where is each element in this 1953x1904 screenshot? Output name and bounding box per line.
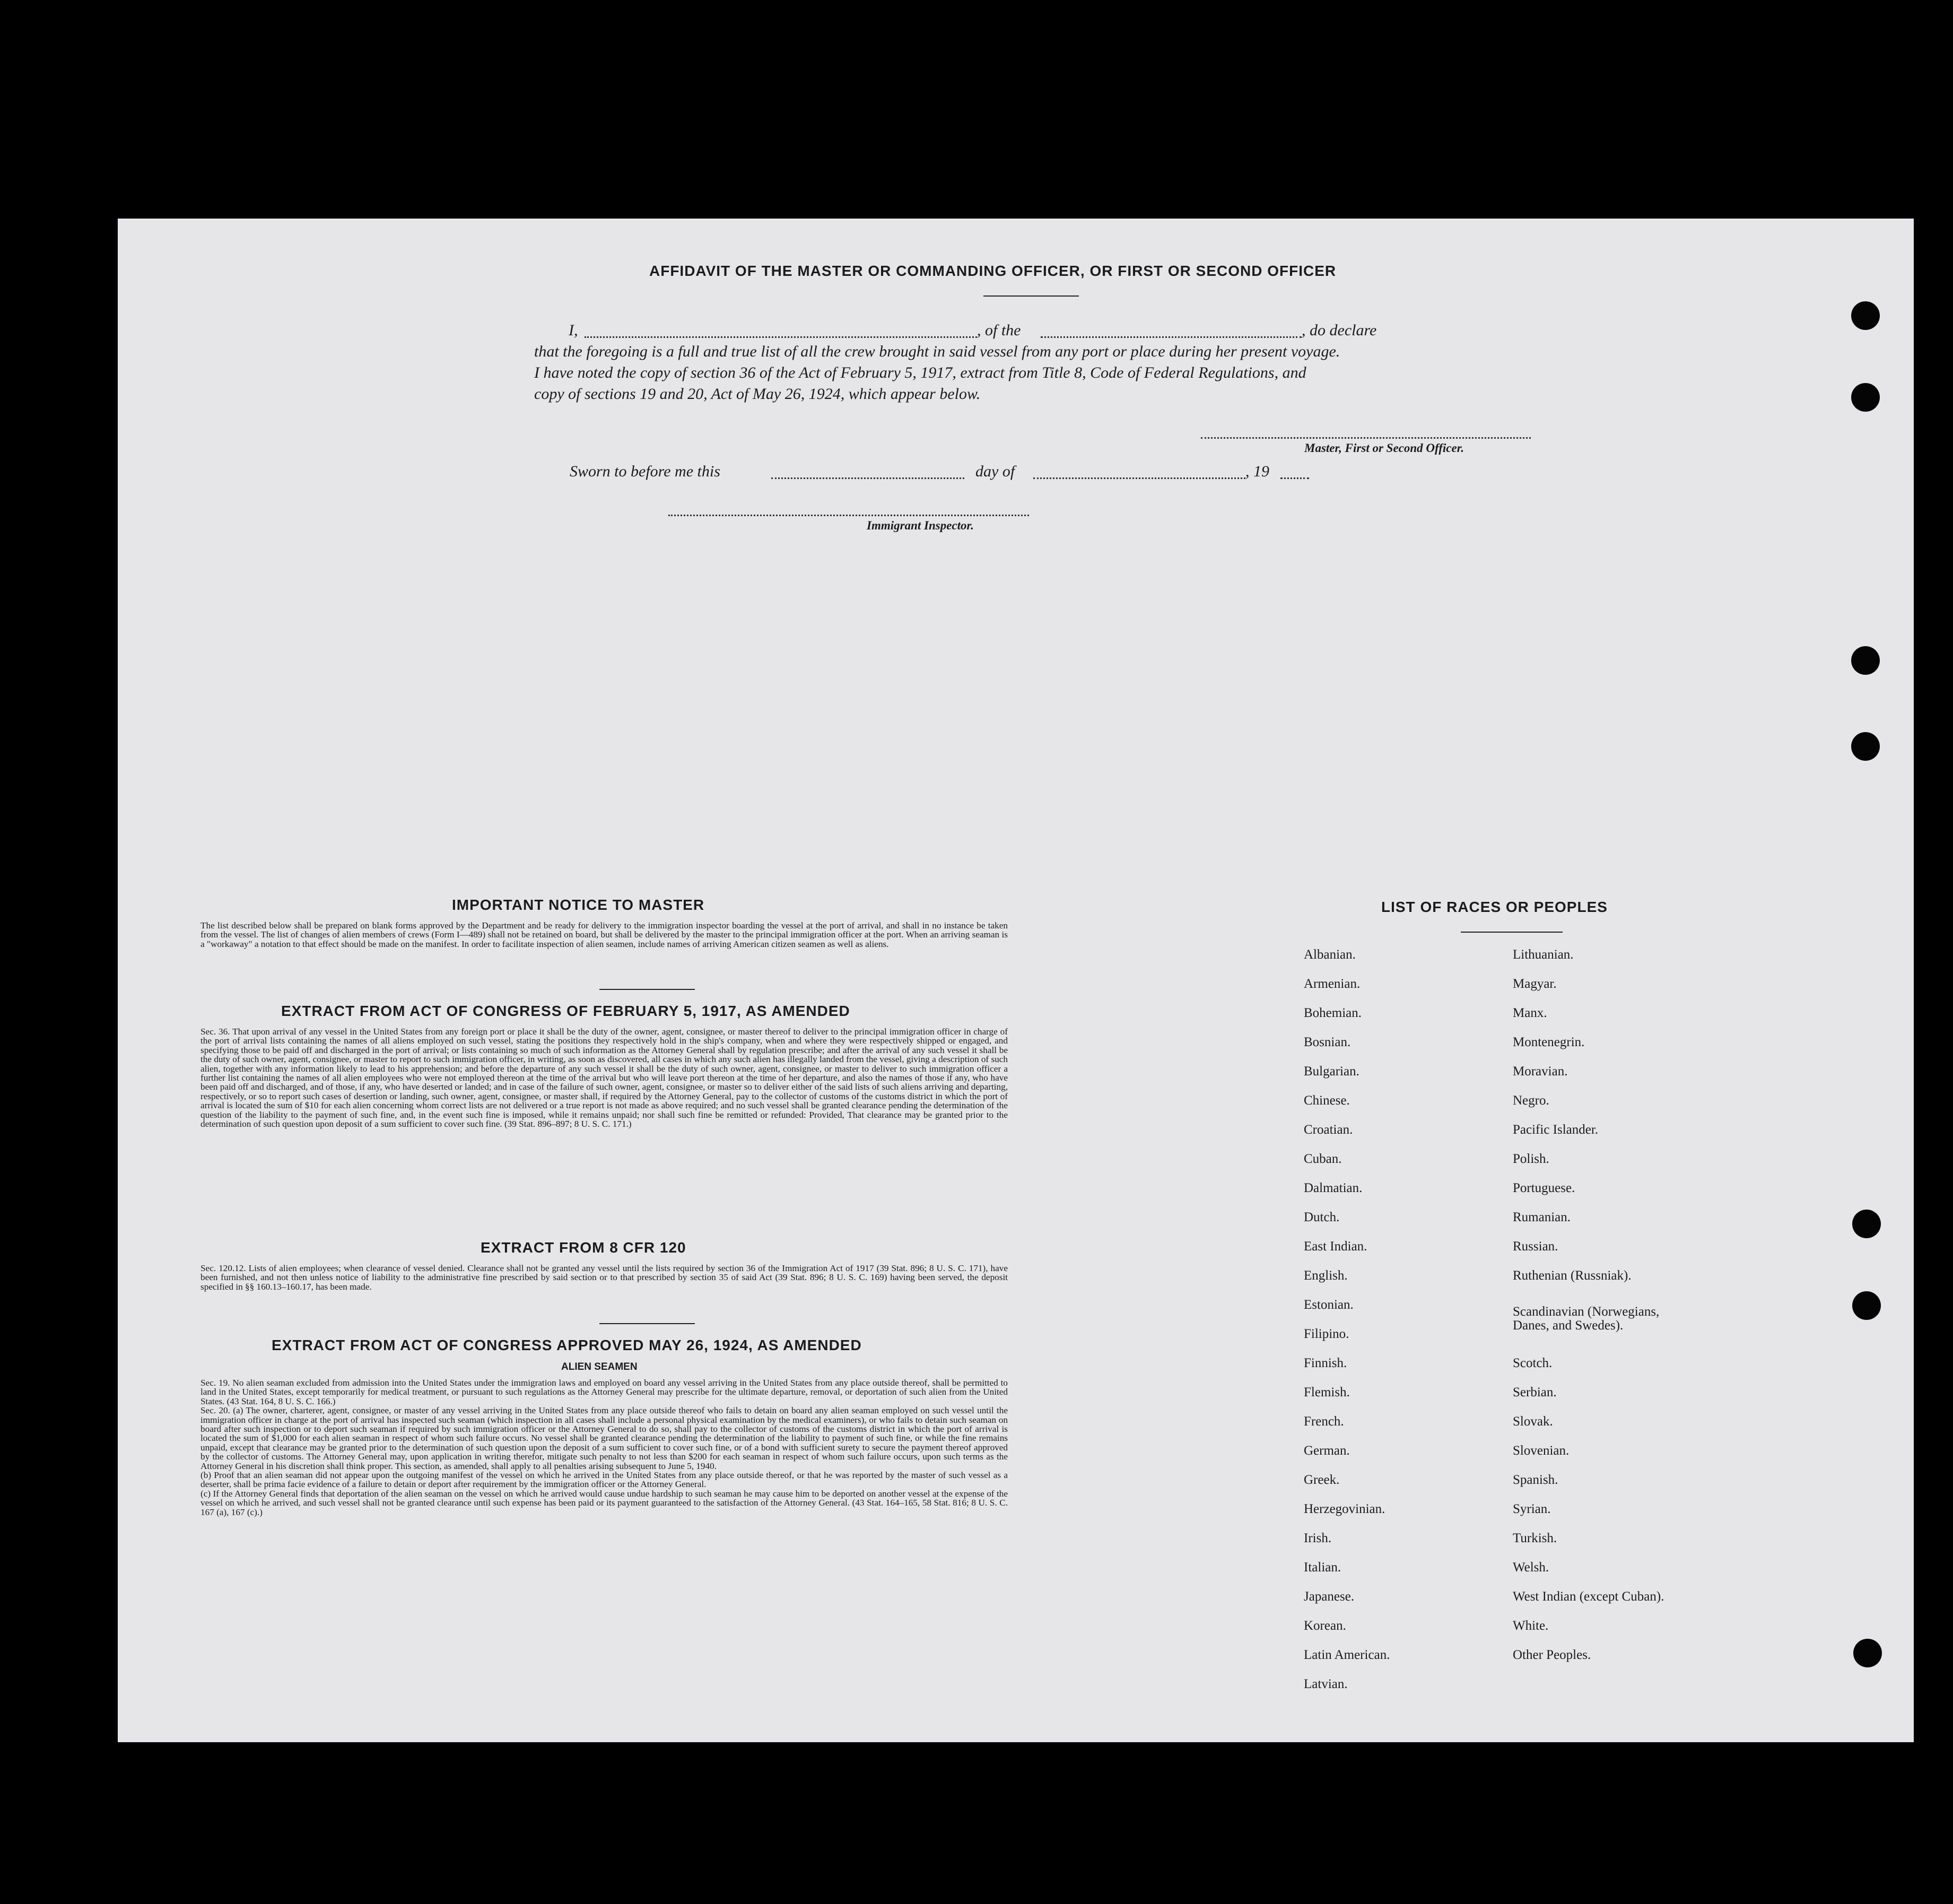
race-item: Slovenian.	[1513, 1444, 1570, 1458]
form-page	[118, 219, 1914, 1742]
race-item: Spanish.	[1513, 1473, 1558, 1487]
race-item: East Indian.	[1304, 1239, 1367, 1254]
extract-1924-sec-20b: (b) Proof that an alien seaman did not appear upon the outgoing manifest of the vessel on which he arrived in the United States from any place outside thereof, or that he was reported by the master of such vessel as a deserter, shall be prima facie evidence of a failure to detain or deport after requirement by the immigration officer or the Attorney General.	[200, 1470, 1008, 1490]
affidavit-line-4: copy of sections 19 and 20, Act of May 26, 1924, which appear below.	[534, 385, 981, 403]
race-item: Scandinavian (Norwegians, Danes, and Swedes).	[1513, 1305, 1660, 1333]
race-item: Finnish.	[1304, 1356, 1347, 1370]
race-item: Latin American.	[1304, 1648, 1390, 1662]
sworn-prefix: Sworn to before me this	[570, 463, 720, 480]
alien-seamen-subtitle: ALIEN SEAMEN	[561, 1361, 638, 1372]
race-item: Rumanian.	[1513, 1210, 1571, 1224]
race-item: Filipino.	[1304, 1327, 1349, 1341]
sworn-day-blank[interactable]	[771, 464, 964, 479]
affidavit-line-3: I have noted the copy of section 36 of the Act of February 5, 1917, extract from Title 8, Code of Federal Regulations, and	[534, 364, 1306, 381]
race-item: Manx.	[1513, 1006, 1547, 1020]
notice-title: IMPORTANT NOTICE TO MASTER	[452, 897, 705, 913]
extract-1924-body	[200, 1378, 1008, 1517]
vessel-blank[interactable]	[1041, 323, 1302, 338]
race-item: White.	[1513, 1619, 1549, 1633]
cfr-divider	[599, 1323, 695, 1324]
race-item: Irish.	[1304, 1531, 1332, 1545]
extract-1924-title: EXTRACT FROM ACT OF CONGRESS APPROVED MAY 26, 1924, AS AMENDED	[272, 1337, 862, 1353]
sworn-year-blank[interactable]	[1280, 464, 1309, 479]
race-item: Russian.	[1513, 1239, 1558, 1254]
race-item: Scotch.	[1513, 1356, 1553, 1370]
sworn-day-of-label: day of	[975, 463, 1015, 480]
punch-hole-icon	[1851, 732, 1880, 761]
race-item: Polish.	[1513, 1152, 1549, 1166]
punch-hole-icon	[1853, 1639, 1882, 1667]
race-item: Estonian.	[1304, 1298, 1354, 1312]
master-signature-label: Master, First or Second Officer.	[1304, 441, 1464, 455]
race-item: Chinese.	[1304, 1093, 1350, 1108]
race-item: Dalmatian.	[1304, 1181, 1363, 1195]
race-item: Herzegovinian.	[1304, 1502, 1385, 1516]
affidavit-line-2: that the foregoing is a full and true list of all the crew brought in said vessel from any port or place during her present voyage.	[534, 343, 1340, 360]
race-item: French.	[1304, 1414, 1344, 1429]
race-item: Slovak.	[1513, 1414, 1553, 1429]
punch-hole-icon	[1851, 301, 1880, 330]
race-item: Croatian.	[1304, 1123, 1353, 1137]
race-item: Bohemian.	[1304, 1006, 1362, 1020]
notice-divider	[599, 989, 695, 990]
affidavit-i-label: I,	[569, 321, 578, 339]
inspector-signature-label: Immigrant Inspector.	[867, 519, 974, 532]
race-item: Lithuanian.	[1513, 947, 1574, 962]
race-item: Negro.	[1513, 1093, 1549, 1108]
race-item: Albanian.	[1304, 947, 1356, 962]
punch-hole-icon	[1851, 646, 1880, 675]
inspector-signature-line[interactable]	[668, 510, 1029, 516]
race-item: Japanese.	[1304, 1589, 1355, 1604]
extract-1924-sec-19: Sec. 19. No alien seaman excluded from admission into the United States under the immigration laws and employed on board any vessel arriving in the United States from any place outside thereof, shall be permitted to land in the United States, except temporarily for medical treatment, or pursuant to such regulations as the Attorney General may prescribe for the ultimate departure, removal, or deportation of such alien from the United States. (43 Stat. 164, 8 U. S. C. 166.)	[200, 1378, 1008, 1406]
race-item: Cuban.	[1304, 1152, 1342, 1166]
race-item: Syrian.	[1513, 1502, 1551, 1516]
extract-1917-title: EXTRACT FROM ACT OF CONGRESS OF FEBRUARY 5, 1917, AS AMENDED	[281, 1003, 850, 1019]
notice-body: The list described below shall be prepared on blank forms approved by the Department and be ready for delivery to the immigration inspector boarding the vessel at the port of arrival, and shall in no instance be taken from the vessel. The list of changes of alien members of crews (Form I—489) shall not be retained on board, but shall be delivered by the master to the principal immigration officer at the port. When an arriving seaman is a "workaway" a notation to that effect should be made on the manifest. In order to facilitate inspection of alien seamen, include names of arriving American citizen seamen as well as aliens.	[200, 920, 1008, 949]
punch-hole-icon	[1852, 1210, 1881, 1238]
sworn-year-label: , 19	[1245, 463, 1269, 480]
punch-hole-icon	[1852, 1291, 1881, 1320]
extract-cfr-body: Sec. 120.12. Lists of alien employees; when clearance of vessel denied. Clearance shall not be granted any vessel until the lists required by section 36 of the Immigration Act of 1917 (39 Stat. 896; 8 U. S. C. 171), have been furnished, and not then unless notice of liability to the administrative fine prescribed by said section or to that prescribed by section 35 of said Act (39 Stat. 896; 8 U. S. C. 169) having been served, the deposit specified in §§ 160.13–160.17, has been made.	[200, 1263, 1008, 1292]
races-title: LIST OF RACES OR PEOPLES	[1381, 899, 1608, 915]
race-item: Moravian.	[1513, 1064, 1568, 1079]
race-item: Montenegrin.	[1513, 1035, 1585, 1049]
race-item: Flemish.	[1304, 1385, 1350, 1399]
races-divider	[1461, 932, 1563, 933]
title-divider	[983, 295, 1079, 297]
race-item: Bulgarian.	[1304, 1064, 1359, 1079]
master-signature-line[interactable]	[1201, 433, 1531, 439]
race-item: Welsh.	[1513, 1560, 1549, 1575]
race-item: English.	[1304, 1268, 1348, 1283]
race-item: Portuguese.	[1513, 1181, 1575, 1195]
race-item: Magyar.	[1513, 977, 1557, 991]
extract-cfr-title: EXTRACT FROM 8 CFR 120	[481, 1239, 686, 1256]
race-item: Dutch.	[1304, 1210, 1340, 1224]
name-blank[interactable]	[585, 323, 977, 338]
race-item: Korean.	[1304, 1619, 1346, 1633]
race-item: Serbian.	[1513, 1385, 1557, 1399]
race-item: German.	[1304, 1444, 1350, 1458]
affidavit-title: AFFIDAVIT OF THE MASTER OR COMMANDING OFFICER, OR FIRST OR SECOND OFFICER	[649, 263, 1337, 279]
race-item: West Indian (except Cuban).	[1513, 1589, 1664, 1604]
extract-1924-sec-20a: Sec. 20. (a) The owner, charterer, agent, consignee, or master of any vessel arriving in the United States from any place outside thereof who fails to detain on board any alien seaman employed on such vessel until the immigration officer in charge at the port of arrival has inspected such seaman (which inspection in all cases shall include a personal physical examination by the medical examiners), or who fails to detain such seaman on board after such inspection or to deport such seaman if required by such immigration officer or the Attorney General to do so, shall pay to the collector of customs of the customs district in which the port of arrival is located the sum of $1,000 for each alien seaman in respect of whom such failure occurs. No vessel shall be granted clearance pending the determination of the liability to payment of such fine, or while the fine remains unpaid, except that clearance may be granted prior to the determination of such question upon the deposit of a sum sufficient to cover such fine, or of a bond with sufficient surety to secure the payment thereof approved by the collector of customs. The Attorney General may, upon application in writing therefor, mitigate such penalty to not less than $200 for each seaman in respect of whom such failure occurs, upon such terms as the Attorney General in his discretion shall think proper. This section, as amended, shall apply to all penalties arising subsequent to June 5, 1940.	[200, 1405, 1008, 1471]
race-item: Pacific Islander.	[1513, 1123, 1599, 1137]
race-item: Other Peoples.	[1513, 1648, 1591, 1662]
race-item: Italian.	[1304, 1560, 1341, 1575]
extract-1924-sec-20c: (c) If the Attorney General finds that deportation of the alien seaman on the vessel on which he arrived would cause undue hardship to such seaman he may cause him to be deported on another vessel at the expense of the vessel on which he arrived, and such vessel shall not be granted clearance until such expense has been paid or its payment guaranteed to the satisfaction of the Attorney General. (43 Stat. 164–165, 58 Stat. 816; 8 U. S. C. 167 (a), 167 (c).)	[200, 1488, 1008, 1517]
race-item: Turkish.	[1513, 1531, 1557, 1545]
affidavit-of-the-label: , of the	[977, 321, 1021, 339]
race-item: Latvian.	[1304, 1677, 1348, 1691]
sworn-month-blank[interactable]	[1033, 464, 1245, 479]
race-item: Greek.	[1304, 1473, 1340, 1487]
extract-1917-body: Sec. 36. That upon arrival of any vessel in the United States from any foreign port or place it shall be the duty of the owner, agent, consignee, or master thereof to deliver to the principal immigration officer in charge of the port of arrival lists containing the names of all aliens employed on such vessel, stating the positions they respectively hold in the ship's company, when and where they were respectively shipped or engaged, and specifying those to be paid off and discharged in the port of arrival; or lists containing so much of such information as the Attorney General shall by regulation prescribe; and after the arrival of any such vessel it shall be the duty of such owner, agent, consignee, or master to report to such immigration officer, in writing, as soon as discovered, all cases in which any such alien has illegally landed from the vessel, giving a description of such alien, together with any information likely to lead to his apprehension; and before the departure of any such vessel it shall be the duty of such owner, agent, consignee, or master to deliver to such immigration officer a further list containing the names of all alien employees who were not employed thereon at the time of the arrival but who will leave port thereon at the time of her departure, and also the names of those if any, who have been paid off and discharged, and of those, if any, who have deserted or landed; and in case of the failure of such owner, agent, consignee, or master so to deliver either of the said lists of such aliens arriving and departing, respectively, or so to report such cases of desertion or landing, such owner, agent, consignee, or master shall, if required by the Attorney General, pay to the collector of customs of the customs district in which the port of arrival is located the sum of $10 for each alien concerning whom correct lists are not delivered or a true report is not made as above required; and no such vessel shall be granted clearance pending the determination of the question of the liability to the payment of such fine, and, in the event such fine is imposed, while it remains unpaid; nor shall such fine be remitted or refunded: Provided, That clearance may be granted prior to the determination of such question upon deposit of a sum sufficient to cover such fine. (39 Stat. 896–897; 8 U. S. C. 171.)	[200, 1027, 1008, 1129]
affidavit-declare-label: , do declare	[1302, 321, 1377, 339]
race-item: Armenian.	[1304, 977, 1361, 991]
race-item: Bosnian.	[1304, 1035, 1351, 1049]
race-item: Ruthenian (Russniak).	[1513, 1268, 1632, 1283]
punch-hole-icon	[1851, 383, 1880, 412]
